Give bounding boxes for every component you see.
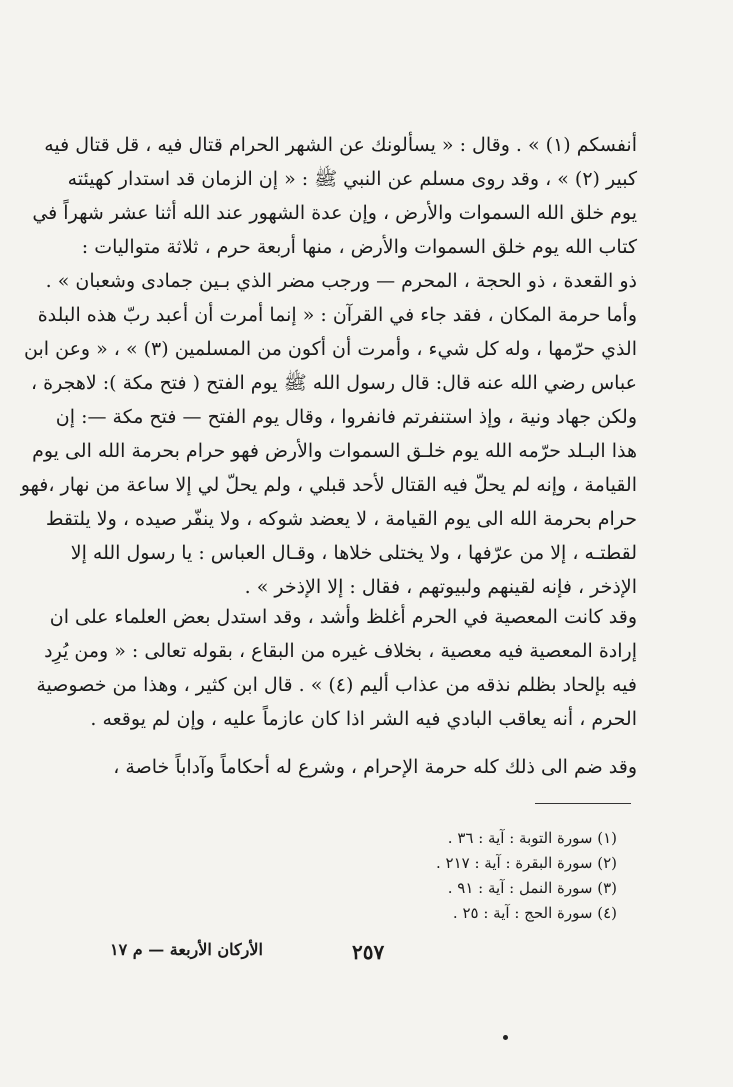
text-line: القيامة ، وإنه لم يحلّ فيه القتال لأحد قبلي ، ولم يحلّ لي إلا ساعة من نهار ،فهو [20,474,637,496]
text-line: الذي حرّمها ، وله كل شيء ، وأمرت أن أكون من المسلمين (٣) » ، « وعن ابن [24,338,637,360]
ink-dot [503,1035,508,1040]
text-line: الإذخر ، فإنه لقينهم ولبيوتهم ، فقال : إلا الإذخر » . [244,576,637,598]
footnote: (٢) سورة البقرة : آية : ٢١٧ . [436,854,617,872]
text-line: وأما حرمة المكان ، فقد جاء في القرآن : « إنما أمرت أن أعبد ربّ هذه البلدة [37,304,637,326]
text-line: الحرم ، أنه يعاقب البادي فيه الشر اذا كان عازماً عليه ، وإن لم يوقعه . [90,708,637,730]
footnote: (١) سورة التوبة : آية : ٣٦ . [447,829,617,847]
page-number: ٢٥٧ [352,940,385,964]
text-line: يوم خلق الله السموات والأرض ، وإن عدة الشهور عند الله أثنا عشر شهراً في [32,202,637,224]
text-line: فيه بإلحاد بظلم نذقه من عذاب أليم (٤) » . قال ابن كثير ، وهذا من خصوصية [36,674,637,696]
text-line: حرام بحرمة الله الى يوم القيامة ، لا يعضد شوكه ، ولا ينفّر صيده ، ولا يلتقط [45,508,637,530]
footnote: (٣) سورة النمل : آية : ٩١ . [447,879,617,897]
text-line: هذا البـلد حرّمه الله يوم خلـق السموات والأرض فهو حرام بحرمة الله الى يوم [32,440,637,462]
footnote-separator [535,803,631,804]
text-line: وقد كانت المعصية في الحرم أغلظ وأشد ، وقد استدل بعض العلماء على ان [49,606,637,628]
text-line: ولكن جهاد ونية ، وإذ استنفرتم فانفروا ، وقال يوم الفتح — فتح مكة —: إن [55,406,637,428]
text-line: كتاب الله يوم خلق السموات والأرض ، منها أربعة حرم ، ثلاثة متواليات : [81,236,637,258]
text-line: أنفسكم (١) » . وقال : « يسألونك عن الشهر الحرام قتال فيه ، قل قتال فيه [44,134,637,156]
text-line: إرادة المعصية فيه معصية ، بخلاف غيره من البقاع ، بقوله تعالى : « ومن يُرِد [44,640,637,662]
text-line: كبير (٢) » ، وقد روى مسلم عن النبي ﷺ : « إن الزمان قد استدار كهيئته [67,168,637,190]
signature-mark: الأركان الأربعة — م ١٧ [110,940,263,959]
text-line: ذو القعدة ، ذو الحجة ، المحرم — ورجب مضر الذي بـين جمادى وشعبان » . [45,270,637,292]
footnote: (٤) سورة الحج : آية : ٢٥ . [452,904,617,922]
text-line: عباس رضي الله عنه قال: قال رسول الله ﷺ يوم الفتح ( فتح مكة ): لاهجرة ، [31,372,637,394]
text-line: لقطتـه ، إلا من عرّفها ، ولا يختلى خلاها ، وقـال العباس : يا رسول الله إلا [70,542,637,564]
text-line: وقد ضم الى ذلك كله حرمة الإحرام ، وشرع له أحكاماً وآداباً خاصة ، [113,756,637,778]
